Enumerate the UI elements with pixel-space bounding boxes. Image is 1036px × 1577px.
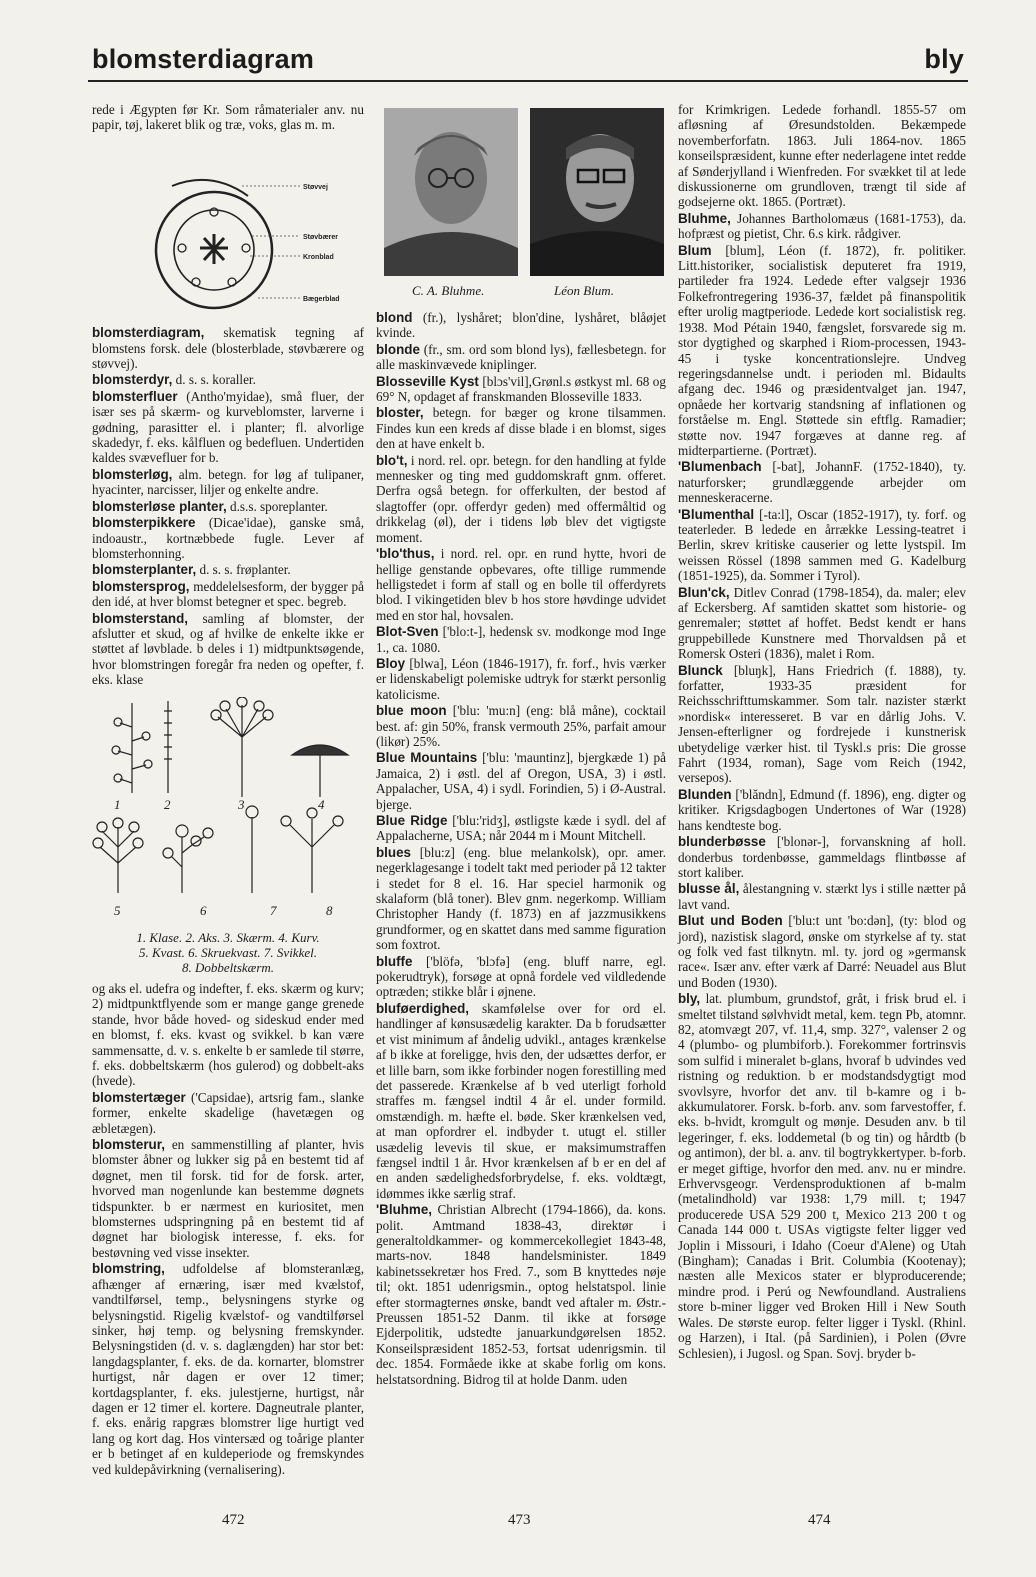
stamen-4 (192, 278, 200, 286)
dict-entry: blomsterplanter, d. s. s. frøplanter. (92, 562, 291, 578)
dict-entry: bly, lat. plumbum, grundstof, gråt, i frisk brud el. i smeltet tilstand sølvhvidt metal, kem. tegn Pb, atomnr. 82, atomvægt 207, vf. 11,4, smp. 327°, valenser 2 og 4 (plumbo- og plumbiforb.). Forekommer fortrinsvis som sulfid i mineralet b-glans, hvoraf b udvindes ved ristning og reduktion. b er modstandsdygtigt mod svovlsyre, hvorfor det anv. til b-kamre og i b-akkumulatorer. Forsk. b-forb. anv. som farvestoffer, f. eks. b-hvidt, kromgult og mønje. Desuden anv. b til legeringer, f. eks. loddemetal (b og tin) og hårdtb (b og antimon), der bl. a. anv. til bogtrykkertyper. b-forb. er meget giftige, hvorfor den med. anv. nu er mindre. Erhvervsgeogr. Verdensproduktionen af b-malm (metalindhold) var 1938: 1,79 mill. t; 1947 producerede USA 529 200 t, Mexico 213 200 t og Canada 144 000 t. USAs vigtigste felter ligger ved Joplin i Missouri, i Idaho (Coeur d'Alene) og Utah (Bingham); Canadas i Brit. Columbia (Kootenay); næsten alle Mexicos stater er blyproducerende; mindre prod. i Perú og Newfoundland. Australiens store b-miner ligger ved Broken Hill i New South Wales. De største europ. felter ligger i Tyskl. (Rhinl. og Harzen), i Ital. (på Sardinien), i Polen (Øvre Schlesien), i Jugosl. og Span. Sovj. bryder b- (678, 991, 966, 1361)
col1-entries-after (92, 981, 364, 1477)
label-stovbaerer: Støvbærer (303, 233, 339, 241)
plant-num-7: 7 (270, 902, 277, 918)
col2-entries (376, 310, 666, 1387)
dict-entry: Bluhme, Johannes Bartholomæus (1681-1753), da. hofpræst og pietist, Chr. 6.s kirk. rådgiver. (678, 210, 966, 242)
plant-helicoid-cyme (163, 825, 213, 893)
dict-entry: Blun'ck, Ditlev Conrad (1798-1854), da. maler; elev af Eckersberg. Af samtiden skattet som historie- og genremaler; støttet af hoffet. Bedst kendt er hans gruppebillede Kunstnere med Thorvaldsen på et Romersk Osteri (1836), malet i Rom. (678, 584, 967, 662)
dict-entry: blomsterdyr, d. s. s. koraller. (92, 372, 256, 388)
dict-entry: 'Blumenbach [-bat], JohannF. (1752-1840), ty. naturforsker; grundlæggende arbejder om menneskeracerne. (678, 459, 967, 506)
plant-corymb (93, 818, 143, 893)
col1-entries (92, 325, 364, 687)
stamen-2 (178, 244, 186, 252)
dict-entry: Bloy [blwa], Léon (1846-1917), fr. forf., hvis værker er lidenskabeligt polemiske udtryk for stærkt personlig katolicisme. (376, 655, 666, 702)
dict-entry: Blunck [bluŋk], Hans Friedrich (f. 1888), ty. forfatter, 1933-35 præsident for Reichsschrifttumskammer. Som talr. nazister stærkt »nordisk« interesseret. B var en dårlig Johs. V. Jensen-efterligner og fordrejede i kunstnerisk ubetydelige værker hist. til Tyskl.s pris: Die grosse Fahrt (1934, roman), Sage vom Reich (1942, versepos). (678, 662, 966, 786)
dict-entry: Blot-Sven ['blo:t-], hedensk sv. modkonge mod Inge 1., ca. 1080. (376, 624, 666, 655)
plant-raceme (112, 703, 152, 793)
dict-entry: 'Bluhme, Christian Albrecht (1794-1866), da. kons. polit. Amtmand 1838-43, direktør i generaltoldkammer- og kommercekollegiet 1843-48, marts-nov. 1848 handelsminister. 1849 kabinetssekretær hos Fred. 7., som B knyttedes nøje til; okt. 1851 udenrigsmin., optog helstatspol. linie efter stormagternes ønske, bandt ved aftaler m. Østr.-Preussen 1851-52 Danm. til ikke at forsøge Ejderpolitik, udstedte januarkundgørelsen 1852. Konseilspræsident 1852-53, fortsat udenrigsmin. til dec. 1854. Formåede ikke at skabe forlig om kons. helstatsordning. Bidrog til at holde Danm. uden (376, 1202, 667, 1387)
page-number-left: 472 (222, 1512, 245, 1528)
column-3 (678, 102, 966, 1362)
dict-entry: blunderbøsse ['blonər-], forvanskning af holl. donderbus tordenbøsse, gammeldags flintbøsse af stort kaliber. (678, 834, 967, 880)
dict-entry: Blut und Boden ['blu:t unt 'bo:dən], (ty: blod og jord), nazistisk slagord, ønske om styrkelse af ty. stat og folk ved fast tilknytn. ml. ty. jord og »germansk race«. Især anv. efter værk af Darré: Neuadel aus Blut und Boden (1930). (678, 913, 967, 990)
column-1 (92, 102, 364, 1478)
dict-entry: Blosseville Kyst [blɔs'vil],Grønl.s østkyst ml. 68 og 69° N, opdaget af franskmanden Blosseville 1833. (376, 373, 666, 405)
dict-entry: blomsterløse planter, d.s.s. sporeplanter. (92, 498, 328, 514)
dict-entry: blues [blu:z] (eng. blue melankolsk), opr. amer. negerklagesange i todelt takt med perioder på 12 takter i stedet for 8 el. 16. Har speciel harmonik og skalaform (blå toner). Blev gnm. negerkomp. William Christopher Handy (f. 1873) en af jazzmusikkens grundformer, og en skattet dans med samme figuration som foxtrot. (376, 844, 667, 953)
pistil-star (200, 234, 228, 264)
page-number-right: 474 (808, 1512, 831, 1528)
dict-entry: blomsterfluer (Antho'myidae), små fluer, der især ses på skærm- og kurveblomster, larverne i gødning, parasitter el. i planter; fl. alvorlige skadedyr, f. eks. kålfluen og bedefluen. Undertiden kaldes svævefluer for b. (92, 388, 364, 466)
dict-entry: bloster, betegn. for bæger og krone tilsammen. Findes kun een kreds af disse blade i en blomst, siges den at have enkelt b. (376, 405, 666, 452)
col1-intro: rede i Ægypten før Kr. Som råmaterialer anv. nu papir, tøj, lakeret blik og træ, voks, glas m. m. (92, 102, 364, 133)
plant-num-5: 5 (114, 902, 121, 918)
dict-entry: blue moon ['blu: 'mu:n] (eng: blå måne), cocktail best. af: gin 50%, fransk vermouth 25%, parfait amour (likør) 25%. (376, 703, 666, 749)
plant-umbel (211, 697, 273, 797)
plant-cyme (246, 806, 258, 893)
plant-num-1: 1 (114, 796, 121, 812)
label-kronblad: Kronblad (303, 253, 334, 261)
dict-entry: Blue Mountains ['blu: 'mauntinz], bjergkæde 1) på Jamaica, 2) i østl. del af Oregon, USA, 3) i østl. Appalacher, USA, 4) i sydl. Forindien, 5) i Ø-Austral. bjerge. (376, 750, 666, 812)
label-stovvej: Støvvej (303, 183, 328, 191)
dict-entry: Blunden ['blǎndn], Edmund (f. 1896), eng. digter og kritiker. Krigsdagbogen Undertones of War (1928) hans kendteste bog. (678, 786, 967, 833)
dict-entry: blond (fr.), lyshåret; blon'dine, lyshåret, blåøjet kvinde. (376, 310, 666, 341)
dict-entry: 'blo'thus, i nord. rel. opr. en rund hytte, hvori de hellige genstande opbevares, ofte tillige rummende helligstedet i form af stall og en bolle til offerdyrets blod. I vikingetiden blev b hos store høvdinge udvidet med en stor hal, hovsalen. (376, 546, 666, 623)
plant-num-3: 3 (238, 796, 245, 812)
dict-entry: blomstring, udfoldelse af blomsteranlæg, afhænger af ernæring, især med kvælstof, vandtilførsel, temp., belysningens styrke og belysningstid. Rigelig kvælstof- og vandtilførsel sinker, høj temp. og belysning fremskynder. Belysningstiden (d. v. s. daglængden) har stor bet: langdagsplanter, f. eks. de da. kornarter, blomstrer hurtigst, når dagen er over 12 timer; kortdagsplanter, f. eks. julestjerne, hurtigst, når dagen er 12 timer el. kortere. Dagneutrale planter, f. eks. enårig rapgræs blomstrer lige hurtigt ved lang og kort dag. Hos vintersæd og toårige planter er b betinget af en kuldeperiode og fremskyndes ved kuldepåvirkning (vernalisering). (92, 1261, 364, 1477)
dict-entry: blomsterur, en sammenstilling af planter, hvis blomster åbner og lukker sig på en bestemt tid af døgnet, men til forsk. tid for de forsk. arter, hvorved man nogenlunde kan bestemme døgnets tidspunkter. b er nærmest en kuriositet, men blomsternes udspringning på en bestemt tid af døgnet har biologisk interesse, f. eks. for bestøvning ved visse insekter. (92, 1137, 364, 1260)
column-2 (376, 102, 666, 1388)
stamen-5 (228, 278, 236, 286)
dict-entry: blomstertæger ('Capsidae), artsrig fam., slanke former, enkelte skadelige (havetægen og æbletægen). (92, 1089, 365, 1136)
stamen-3 (242, 244, 250, 252)
dict-entry: blomsterpikkere (Dicae'idae), ganske små, indoaustr., kortnæbbede fugle. Lever af blomsterhonning. (92, 515, 364, 561)
running-head-right: bly (924, 44, 964, 74)
dict-entry-continued: for Krimkrigen. Ledede forhandl. 1855-57 om afløsning af Øresundstolden. Bekæmpede novemberforfatn. 1863. Juli 1864-nov. 1865 konseilspræsident, kunne efter nederlagene intet redde af Sønderjylland i Wienfreden. For svækket til at lede diskussionerne om grundloven, trængt til side af godsejerne okt. 1865. (Portræt). (678, 102, 966, 210)
plant-caption: 1. Klase. 2. Aks. 3. Skærm. 4. Kurv. 5. Kvast. 6. Skruekvast. 7. Svikkel. 8. Dobbeltskærm. (136, 929, 320, 975)
plant-capitulum (292, 745, 348, 797)
dict-entry: blomsterstand, samling af blomster, der afslutter et skud, og af hvilke de enkelte ikke er støttet af løvblade. b deles i 1) midtpunktsøgende, hvor blomstringen foregår fra neden og opefter, f. eks. klase (92, 610, 364, 688)
flower-diagram-figure (92, 140, 364, 318)
page-number-middle: 473 (508, 1512, 531, 1528)
caption-bluhme: C. A. Bluhme. (412, 283, 485, 298)
dict-entry: blomsterløg, alm. betegn. for løg af tulipaner, hyacinter, narcisser, liljer og enkelte andre. (92, 466, 365, 498)
label-baegerblad: Bægerblad (303, 295, 340, 303)
dict-entry: bluffe ['blöfə, 'blɔfə] (eng. bluff narre, egl. pokerudtryk), forsøge at opnå fordele ved vildledende optræden; stikke blår i øjnene. (376, 953, 666, 1000)
dict-entry: blusse ål, ålestangning v. stærkt lys i stille nætter på lavt vand. (678, 881, 967, 912)
plant-num-6: 6 (200, 902, 207, 918)
dict-entry: blonde (fr., sm. ord som blond lys), fællesbetegn. for alle maskinvævede kniplinger. (376, 341, 666, 373)
stamen-1 (210, 208, 218, 216)
dict-entry: blomsterdiagram, skematisk tegning af blomstens forsk. dele (blosterblade, støvbærere og støvvej). (92, 325, 365, 372)
plant-num-8: 8 (326, 902, 333, 918)
plant-spike (164, 701, 172, 793)
dict-entry: blo't, i nord. rel. opr. betegn. for den handling at fylde mennesker og ting med guddomskraft gnm. offeret. Derfra også betegn. for offerkulten, der bestod af slagtoffer (opr. offerdyr geden) med offermåltid og drikkelag (øl), der i tidens løb blev det vigtigste moment. (376, 452, 667, 545)
diagram-arc-top (172, 180, 248, 196)
inflorescence-figure (92, 697, 364, 925)
plant-num-2: 2 (164, 796, 171, 812)
dict-entry: Blum [blum], Léon (f. 1872), fr. politiker. Litt.historiker, socialistisk deputeret fra 1919, partileder fra 1924. Ledede efter valgsejr 1936 Folkefrontregering 1936-37, fældet på finanspolitik efter urolig magtperiode. Ledede kort socialistisk reg. 1938. Mod Pétain 1940, fængslet, forsvarede sig m. stor dygtighed og skarphed i Riom-processen, 1943-45 i tyske koncentrationslejre. Undveg regeringsdannelse undt. i perioden ml. Bidaults afgang dec. 1946 og præsidentvalget jan. 1947, opnåede her kortvarig standsning af inflationen og forståelse m. Engl. Støttede sin eftflg. Ramadier; støtte nov. 1947 forgæves at danne reg. af midterpartierne. (Portræt). (678, 242, 967, 458)
running-head-left: blomsterdiagram (92, 44, 315, 74)
plant-compound-umbel (281, 808, 343, 893)
dict-entry: bluføerdighed, skamfølelse over for ord el. handlinger af kønsusædelig karakter. Da b forudsætter et vist minimum af åndelig udvikl., antages krænkelse af b ikke at foreligge, hvis den, der udsættes derfor, er et lille barn, som ikke forbinder nogen forestilling med det passerede. Krænkelse af b ved uterligt forhold straffes m. fængsel indtil 4 år el. under formild. omstændigh. m. hæfte el. bøde. Sker krænkelsen ved, at man opfordrer el. indbyder t. utugt el. stiller usædelig levevis til skue, er maksimumstraffen fængsel indtil 1 år. Hvor krænkelsen af b er en del af en anden sædelighedsforbrydelse, f. eks. voldtægt, idømmes ikke særlig straf. (376, 1000, 666, 1201)
dict-entry: 'Blumenthal [-ta:l], Oscar (1852-1917), ty. forf. og teaterleder. B ledede en årrække Lessing-teatret i Berlin, skrev kritiske causerier og lette lystspil. Im weissen Rössel (1898 sammen med G. Kadelburg (1851-1925), da. Sommer i Tyrol). (678, 506, 967, 584)
caption-blum: Léon Blum. (554, 283, 614, 298)
dict-entry: blomstersprog, meddelelsesform, der bygger på den idé, at hver blomst betegner et spec. begreb. (92, 578, 364, 610)
dict-entry: Blue Ridge ['blu:'ridʒ], østligste kæde i sydl. del af Appalacherne, USA; når 2044 m i Mount Mitchell. (376, 813, 667, 844)
dict-entry: og aks el. udefra og indefter, f. eks. skærm og kurv; 2) midtpunktflyende som er mange gange grenede stande, hvor både hoved- og sideskud ender med en blomst, f. eks. kvast og svikkel. b kan være sammensatte, d. v. s. enkelte b er samlede til større, f. eks. dobbeltskærm (hos gulerod) og dobbelt-aks (hvede). (92, 980, 364, 1089)
header-rule (88, 80, 968, 82)
plant-num-4: 4 (318, 796, 325, 812)
